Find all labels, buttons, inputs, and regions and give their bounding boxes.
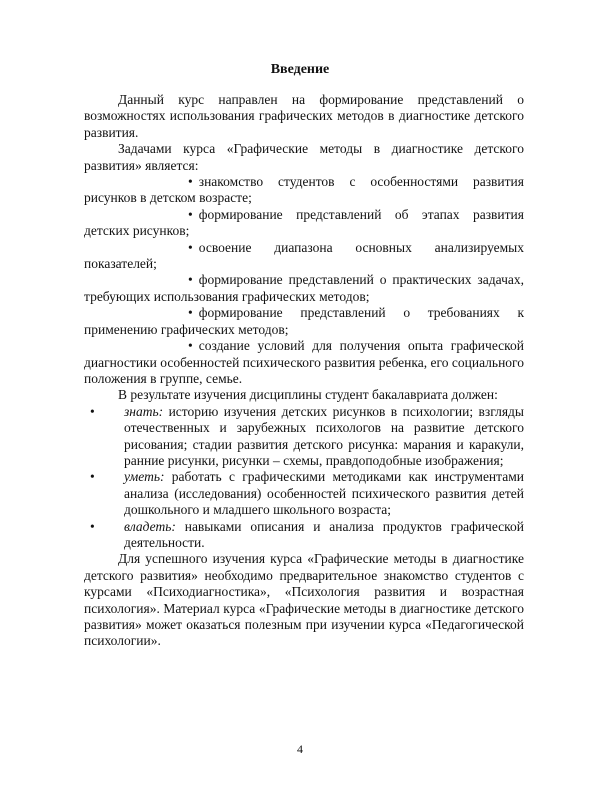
task-text: формирование представлений об этапах развития детских рисунков;: [84, 206, 524, 239]
outcome-term: знать:: [124, 403, 164, 419]
page-title: Введение: [270, 62, 330, 77]
outcomes-list: [84, 404, 524, 552]
outcome-text: навыками описания и анализа продуктов графической деятельности.: [124, 518, 524, 550]
bullet-icon: •: [90, 403, 95, 419]
outcome-text: историю изучения детских рисунков в психологии; взгляды отечественных и зарубежных психологов на развитие детского рисования; стадии развития детского рисунка: марания и каракули, ранние рисунки, рисунки – схемы, правдоподобные изображения;: [124, 403, 524, 468]
body-text: [84, 92, 524, 650]
bullet-icon: •: [90, 469, 95, 485]
intro-paragraph: Данный курс направлен на формирование представлений о возможностях использования графических методов в диагностике детского развития.: [84, 92, 524, 140]
outcome-term: владеть:: [124, 518, 176, 534]
task-item: [84, 305, 524, 338]
task-item: [84, 174, 524, 207]
task-item: [84, 338, 524, 387]
task-text: формирование представлений о требованиях к применению графических методов;: [84, 305, 524, 337]
outcome-item: [84, 469, 524, 518]
outcome-term: уметь:: [124, 469, 165, 485]
bullet-icon: •: [188, 174, 193, 190]
outcome-intro-paragraph: В результате изучения дисциплины студент бакалавриата должен:: [118, 387, 498, 403]
task-item: [84, 272, 524, 305]
outcome-item: [84, 519, 524, 552]
tasks-intro-paragraph: Задачами курса «Графические методы в диагностике детского развития» является:: [84, 141, 524, 173]
bullet-icon: •: [188, 305, 193, 321]
task-item: [84, 207, 524, 240]
outcome-text: работать с графическими методиками как инструментами анализа (исследования) особенностей психического развития детей дошкольного и младшего школьного возраста;: [124, 469, 524, 518]
task-item: [84, 240, 524, 273]
task-text: формирование представлений о практических задачах, требующих использования графических методов;: [84, 272, 524, 304]
bullet-icon: •: [188, 206, 193, 222]
bullet-icon: •: [188, 338, 193, 354]
bullet-icon: •: [188, 272, 193, 288]
page-number: 4: [297, 742, 303, 756]
task-text: знакомство студентов с особенностями развития рисунков в детском возрасте;: [84, 174, 524, 206]
task-text: создание условий для получения опыта графической диагностики особенностей психического развития ребенка, его социального положения в группе, семье.: [84, 338, 524, 386]
outcome-item: [84, 404, 524, 470]
closing-paragraph: Для успешного изучения курса «Графические методы в диагностике детского развития» необходимо предварительное знакомство студентов с курсами «Психодиагностика», «Психология развития и возрастная психология». Материал курса «Графические методы в диагностике детского развития» может оказаться полезным при изучении курса «Педагогической психологии».: [84, 551, 524, 649]
bullet-icon: •: [188, 239, 193, 255]
bullet-icon: •: [90, 518, 95, 534]
task-text: освоение диапазона основных анализируемых показателей;: [84, 239, 524, 272]
